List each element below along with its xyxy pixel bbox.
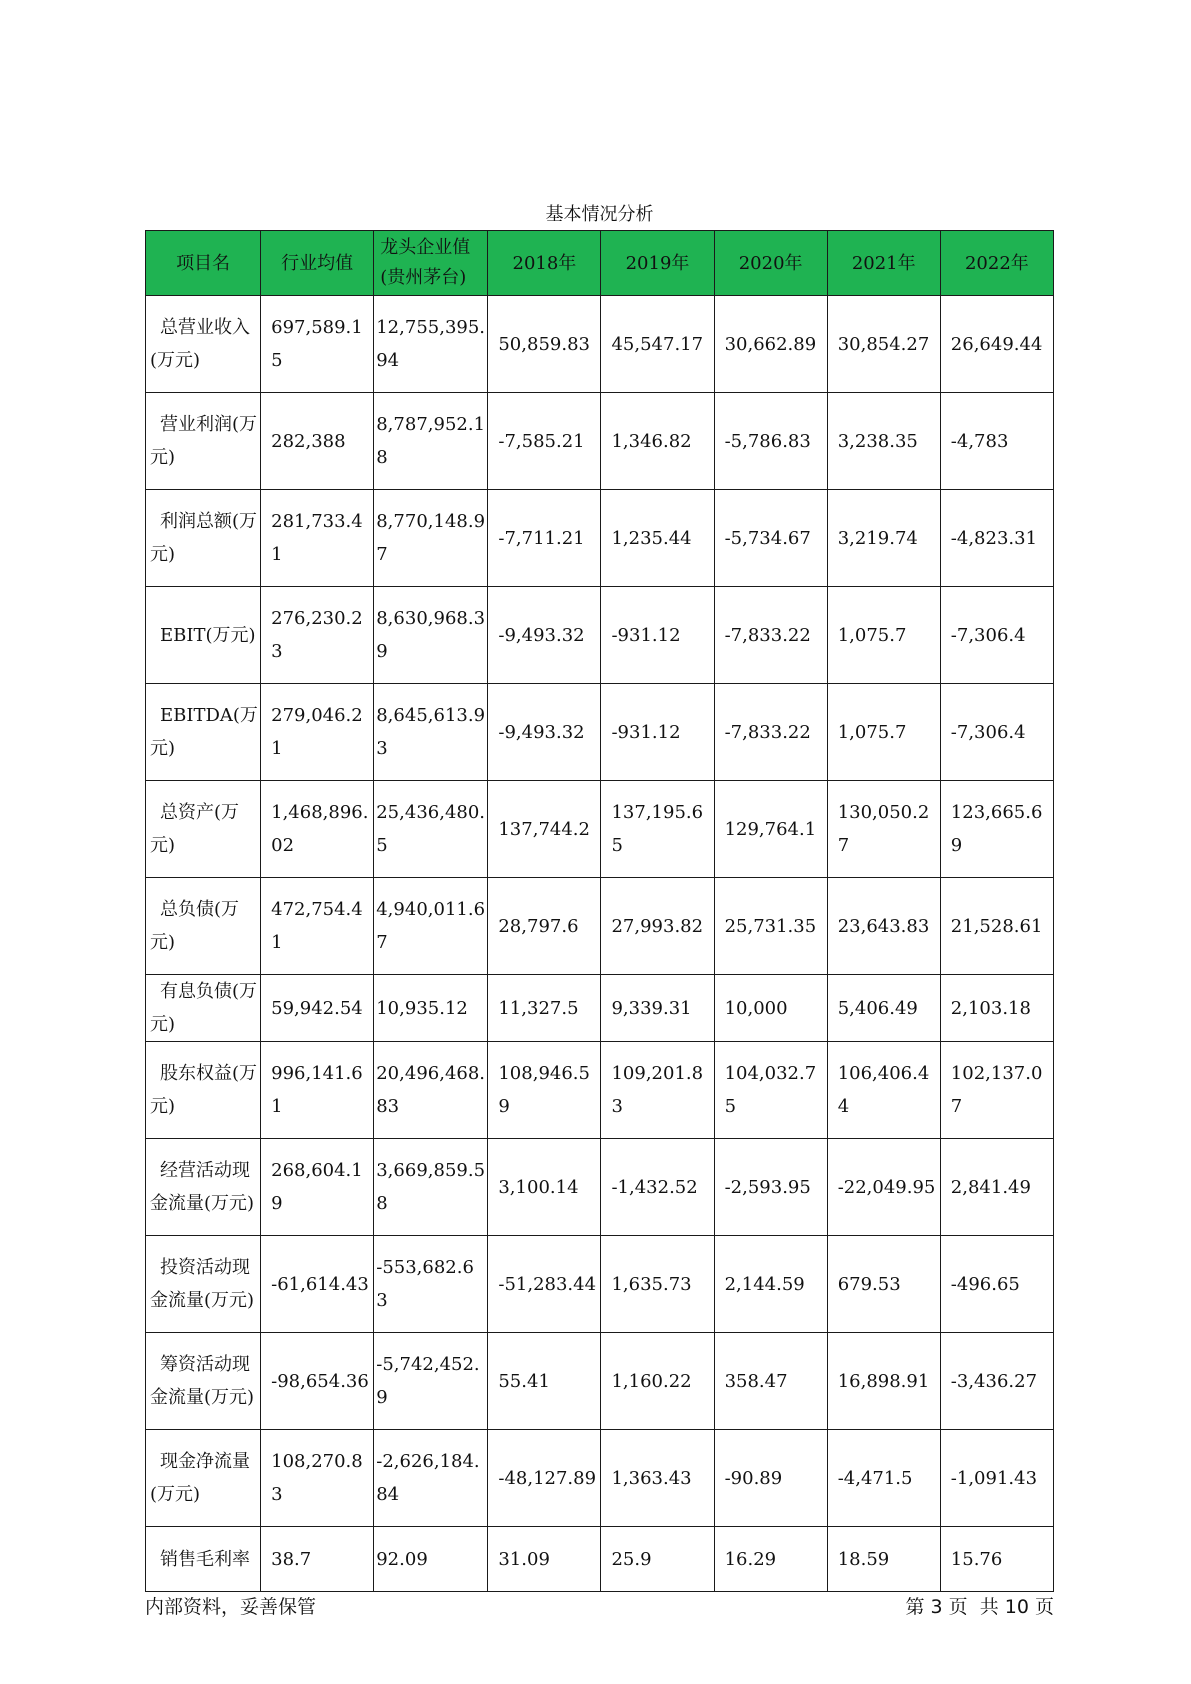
- cell-value: 21,528.61: [940, 878, 1053, 975]
- cell-value: -4,471.5: [827, 1430, 940, 1527]
- cell-value: -9,493.32: [488, 587, 601, 684]
- cell-value: 20,496,468.83: [374, 1042, 488, 1139]
- cell-value: -2,593.95: [714, 1139, 827, 1236]
- cell-value: 50,859.83: [488, 296, 601, 393]
- cell-value: 38.7: [261, 1527, 374, 1592]
- cell-value: -4,783: [940, 393, 1053, 490]
- cell-value: -9,493.32: [488, 684, 601, 781]
- row-item-name: EBIT(万元): [146, 587, 261, 684]
- cell-value: 2,144.59: [714, 1236, 827, 1333]
- cell-value: -7,585.21: [488, 393, 601, 490]
- cell-value: -3,436.27: [940, 1333, 1053, 1430]
- cell-value: 3,669,859.58: [374, 1139, 488, 1236]
- cell-value: 27,993.82: [601, 878, 714, 975]
- cell-value: 123,665.69: [940, 781, 1053, 878]
- cell-value: 8,787,952.18: [374, 393, 488, 490]
- cell-value: 1,346.82: [601, 393, 714, 490]
- cell-value: 130,050.27: [827, 781, 940, 878]
- header-item-name: 项目名: [146, 231, 261, 296]
- row-item-name: 筹资活动现金流量(万元): [146, 1333, 261, 1430]
- table-row: [146, 1527, 1054, 1592]
- cell-value: -51,283.44: [488, 1236, 601, 1333]
- cell-value: 106,406.44: [827, 1042, 940, 1139]
- cell-value: 1,075.7: [827, 684, 940, 781]
- header-leader-line1: 龙头企业值: [380, 237, 471, 258]
- cell-value: 1,160.22: [601, 1333, 714, 1430]
- cell-value: 1,363.43: [601, 1430, 714, 1527]
- cell-value: 8,770,148.97: [374, 490, 488, 587]
- row-item-name: 现金净流量(万元): [146, 1430, 261, 1527]
- cell-value: 16,898.91: [827, 1333, 940, 1430]
- header-year-2019: 2019年: [601, 231, 714, 296]
- table-title: 基本情况分析: [545, 204, 654, 225]
- cell-value: 281,733.41: [261, 490, 374, 587]
- cell-value: 3,219.74: [827, 490, 940, 587]
- cell-value: 12,755,395.94: [374, 296, 488, 393]
- cell-value: 31.09: [488, 1527, 601, 1592]
- cell-value: -931.12: [601, 587, 714, 684]
- table-row: [146, 490, 1054, 587]
- header-year-2021: 2021年: [827, 231, 940, 296]
- table-row: [146, 1042, 1054, 1139]
- cell-value: 55.41: [488, 1333, 601, 1430]
- cell-value: 28,797.6: [488, 878, 601, 975]
- table-row: [146, 296, 1054, 393]
- cell-value: 3,100.14: [488, 1139, 601, 1236]
- cell-value: 59,942.54: [261, 975, 374, 1042]
- cell-value: 137,744.2: [488, 781, 601, 878]
- table-row: [146, 393, 1054, 490]
- cell-value: -1,091.43: [940, 1430, 1053, 1527]
- table-row: [146, 684, 1054, 781]
- cell-value: 8,645,613.93: [374, 684, 488, 781]
- cell-value: 279,046.21: [261, 684, 374, 781]
- row-item-name: 股东权益(万元): [146, 1042, 261, 1139]
- header-year-2020: 2020年: [714, 231, 827, 296]
- cell-value: 5,406.49: [827, 975, 940, 1042]
- table-row: [146, 1430, 1054, 1527]
- row-item-name: 总负债(万元): [146, 878, 261, 975]
- cell-value: -1,432.52: [601, 1139, 714, 1236]
- row-item-name: 销售毛利率: [146, 1527, 261, 1592]
- cell-value: 16.29: [714, 1527, 827, 1592]
- table-row: [146, 1139, 1054, 1236]
- cell-value: 92.09: [374, 1527, 488, 1592]
- cell-value: -98,654.36: [261, 1333, 374, 1430]
- header-leader-line2: (贵州茅台): [380, 267, 467, 288]
- table-row: [146, 878, 1054, 975]
- cell-value: 4,940,011.67: [374, 878, 488, 975]
- cell-value: 8,630,968.39: [374, 587, 488, 684]
- basic-analysis-table: [145, 230, 1054, 1592]
- cell-value: 697,589.15: [261, 296, 374, 393]
- cell-value: 137,195.65: [601, 781, 714, 878]
- cell-value: 10,935.12: [374, 975, 488, 1042]
- cell-value: 679.53: [827, 1236, 940, 1333]
- cell-value: 1,468,896.02: [261, 781, 374, 878]
- cell-value: -553,682.63: [374, 1236, 488, 1333]
- row-item-name: 利润总额(万元): [146, 490, 261, 587]
- cell-value: -5,742,452.9: [374, 1333, 488, 1430]
- cell-value: 1,075.7: [827, 587, 940, 684]
- footer-page-number: 第 3 页 共 10 页: [905, 1596, 1054, 1618]
- cell-value: -7,306.4: [940, 587, 1053, 684]
- cell-value: 1,635.73: [601, 1236, 714, 1333]
- cell-value: 9,339.31: [601, 975, 714, 1042]
- cell-value: -4,823.31: [940, 490, 1053, 587]
- cell-value: 2,103.18: [940, 975, 1053, 1042]
- cell-value: 45,547.17: [601, 296, 714, 393]
- cell-value: 108,946.59: [488, 1042, 601, 1139]
- cell-value: -5,786.83: [714, 393, 827, 490]
- cell-value: 30,854.27: [827, 296, 940, 393]
- row-item-name: 总营业收入(万元): [146, 296, 261, 393]
- cell-value: 472,754.41: [261, 878, 374, 975]
- cell-value: -2,626,184.84: [374, 1430, 488, 1527]
- cell-value: 18.59: [827, 1527, 940, 1592]
- cell-value: 358.47: [714, 1333, 827, 1430]
- cell-value: 109,201.83: [601, 1042, 714, 1139]
- cell-value: 2,841.49: [940, 1139, 1053, 1236]
- cell-value: 25,731.35: [714, 878, 827, 975]
- cell-value: 11,327.5: [488, 975, 601, 1042]
- row-item-name: 经营活动现金流量(万元): [146, 1139, 261, 1236]
- cell-value: -90.89: [714, 1430, 827, 1527]
- table-row: [146, 781, 1054, 878]
- row-item-name: 投资活动现金流量(万元): [146, 1236, 261, 1333]
- cell-value: -5,734.67: [714, 490, 827, 587]
- table-row: [146, 587, 1054, 684]
- row-item-name: EBITDA(万元): [146, 684, 261, 781]
- cell-value: 3,238.35: [827, 393, 940, 490]
- cell-value: 276,230.23: [261, 587, 374, 684]
- cell-value: -7,711.21: [488, 490, 601, 587]
- cell-value: 26,649.44: [940, 296, 1053, 393]
- cell-value: 108,270.83: [261, 1430, 374, 1527]
- cell-value: 23,643.83: [827, 878, 940, 975]
- cell-value: -931.12: [601, 684, 714, 781]
- cell-value: 10,000: [714, 975, 827, 1042]
- header-leader-value: [374, 231, 488, 296]
- cell-value: -7,833.22: [714, 684, 827, 781]
- header-year-2022: 2022年: [940, 231, 1053, 296]
- cell-value: -61,614.43: [261, 1236, 374, 1333]
- cell-value: 25.9: [601, 1527, 714, 1592]
- row-item-name: 有息负债(万元): [146, 975, 261, 1042]
- table-header-row: [146, 231, 1054, 296]
- row-item-name: 总资产(万元): [146, 781, 261, 878]
- cell-value: -496.65: [940, 1236, 1053, 1333]
- cell-value: 282,388: [261, 393, 374, 490]
- cell-value: 104,032.75: [714, 1042, 827, 1139]
- cell-value: -22,049.95: [827, 1139, 940, 1236]
- cell-value: 268,604.19: [261, 1139, 374, 1236]
- cell-value: -48,127.89: [488, 1430, 601, 1527]
- cell-value: 129,764.1: [714, 781, 827, 878]
- header-industry-avg: 行业均值: [261, 231, 374, 296]
- cell-value: 1,235.44: [601, 490, 714, 587]
- cell-value: 15.76: [940, 1527, 1053, 1592]
- table-row: [146, 1333, 1054, 1430]
- cell-value: 25,436,480.5: [374, 781, 488, 878]
- cell-value: 102,137.07: [940, 1042, 1053, 1139]
- cell-value: -7,306.4: [940, 684, 1053, 781]
- footer-confidential-note: 内部资料，妥善保管: [145, 1596, 317, 1618]
- row-item-name: 营业利润(万元): [146, 393, 261, 490]
- header-year-2018: 2018年: [488, 231, 601, 296]
- table-row: [146, 1236, 1054, 1333]
- cell-value: 30,662.89: [714, 296, 827, 393]
- cell-value: -7,833.22: [714, 587, 827, 684]
- table-row: [146, 975, 1054, 1042]
- cell-value: 996,141.61: [261, 1042, 374, 1139]
